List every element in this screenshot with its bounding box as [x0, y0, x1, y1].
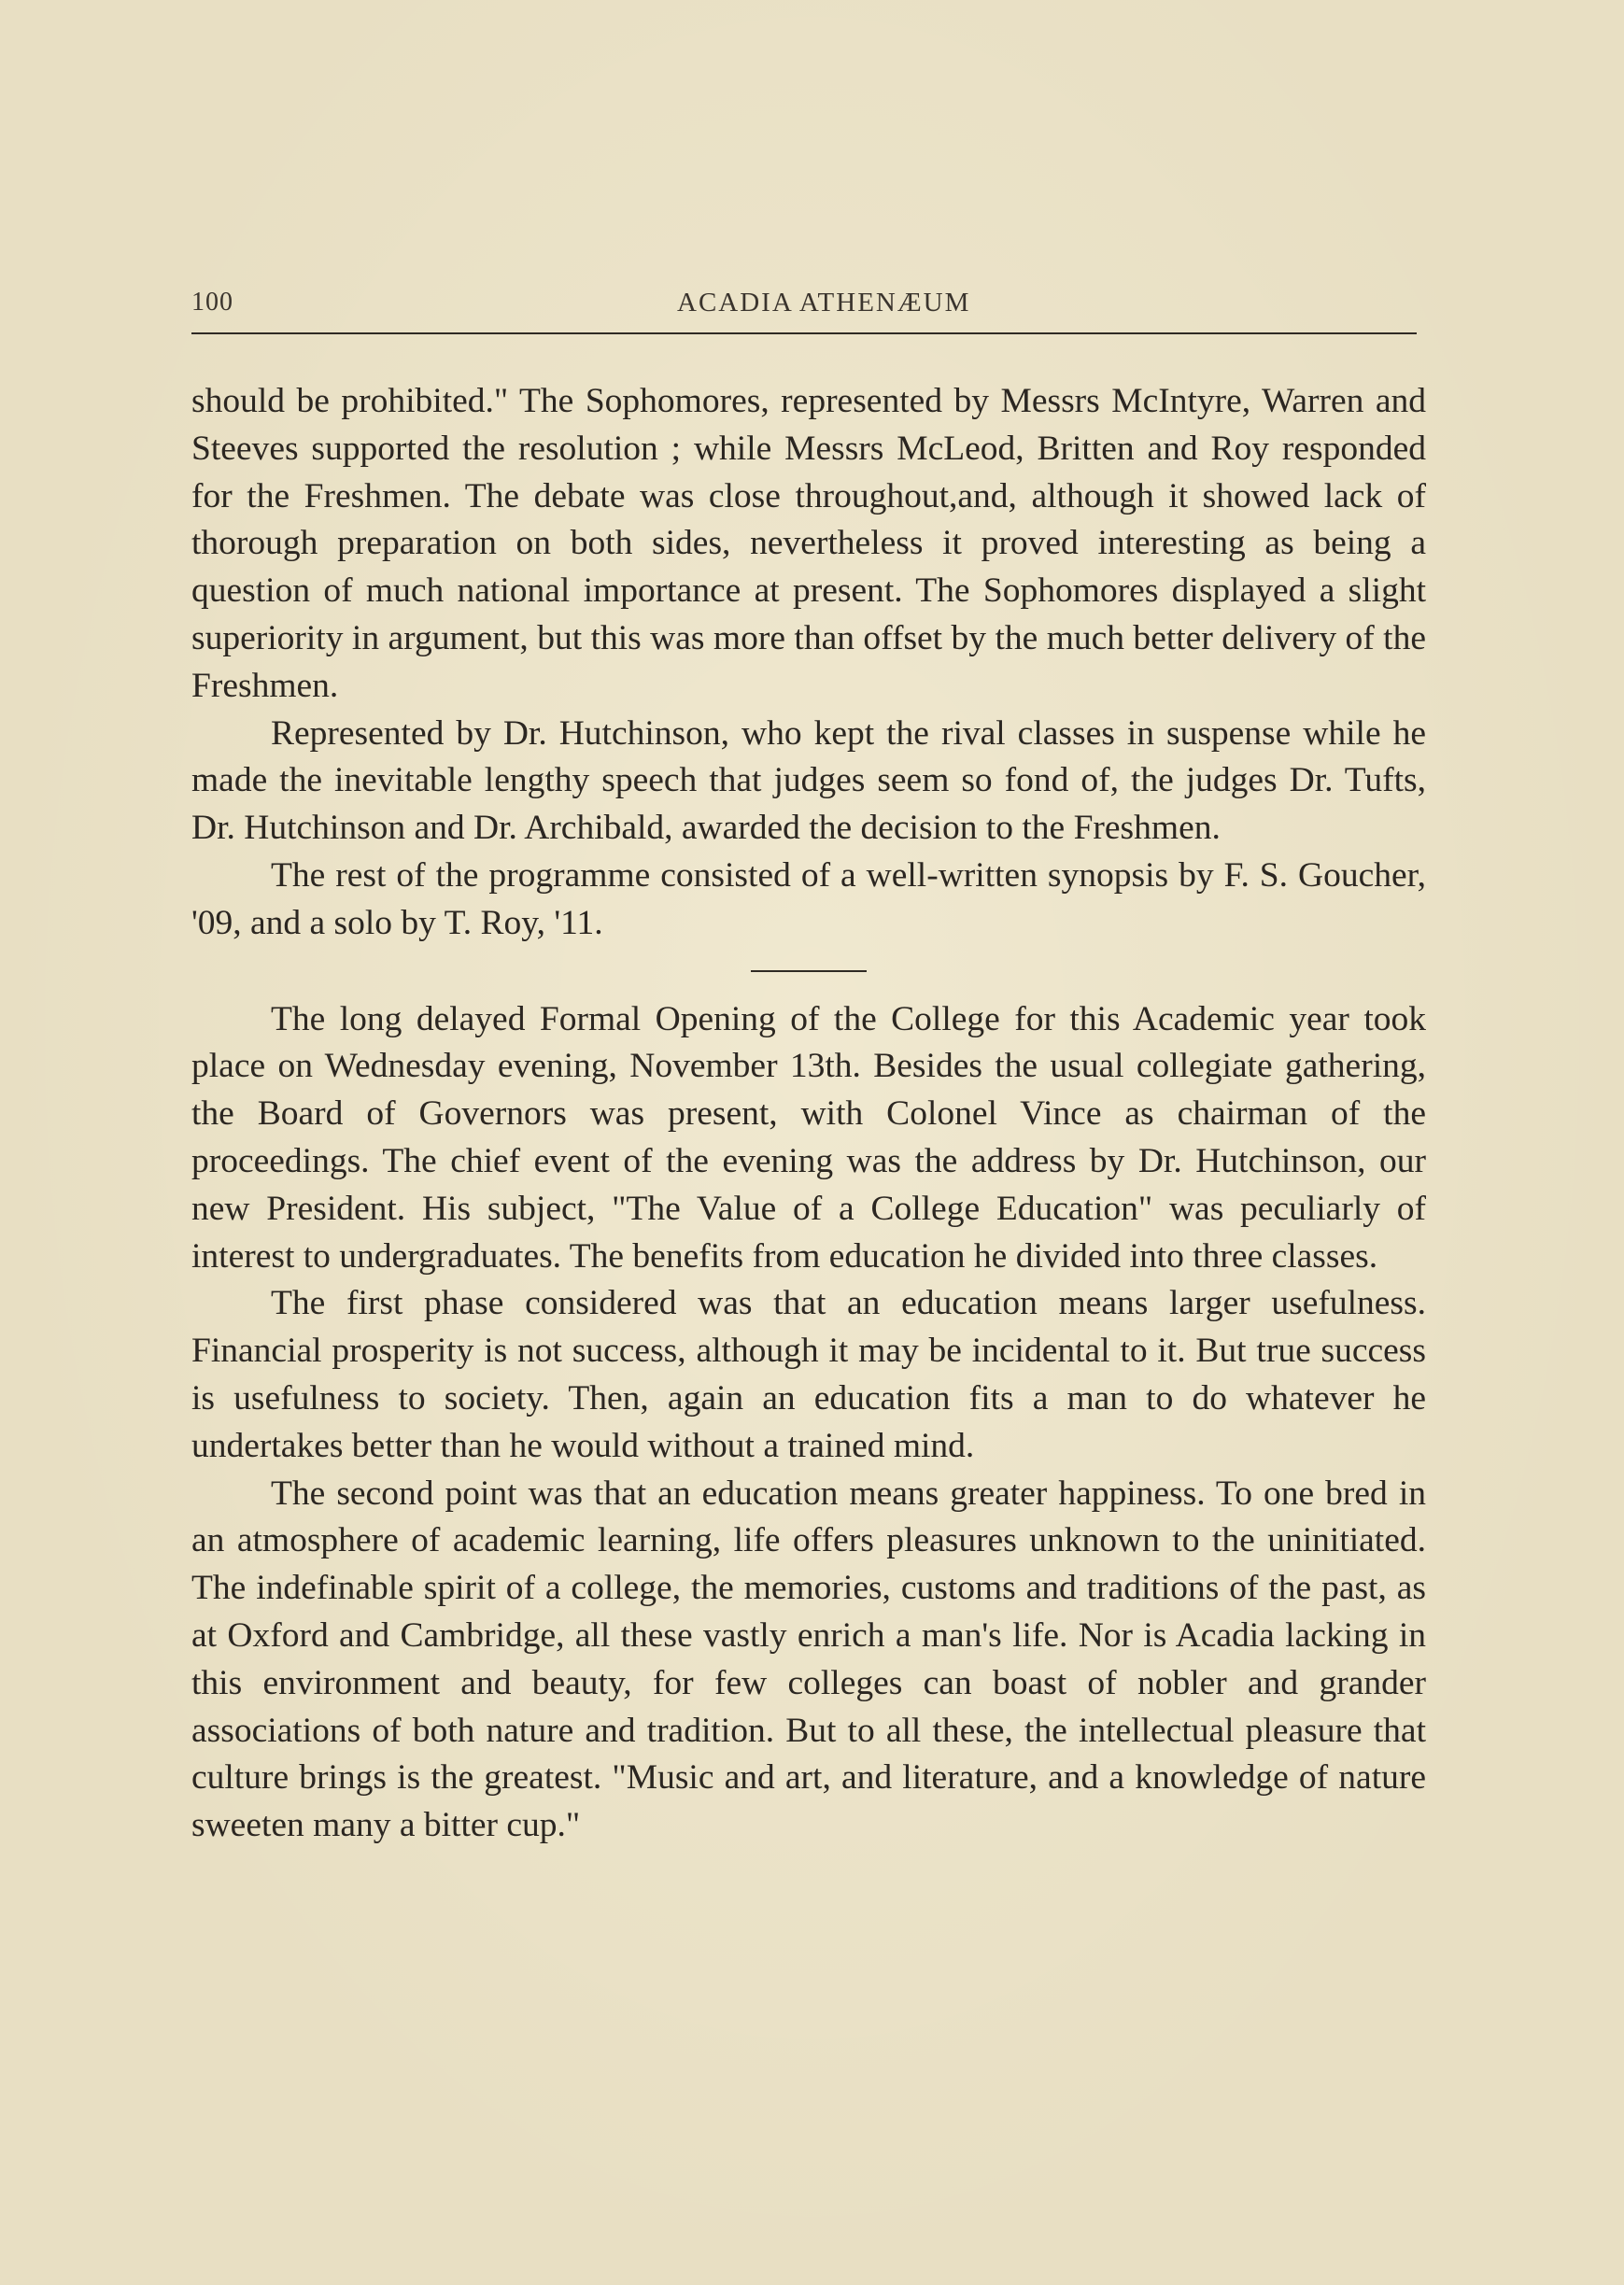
paragraph-programme: The rest of the programme consisted of a well-written synopsis by F. S. Goucher, '09, and a solo by T. Roy, '11. — [191, 855, 1426, 942]
paragraph-usefulness: The first phase considered was that an education means larger usefulness. Financial prosperity is not success, although it may be incidental to it. But true success is usefulness to society. Then, again an education fits a man to do whatever he undertakes better than he would without a trained mind. — [191, 1284, 1426, 1465]
paragraph-happiness: The second point was that an education means greater happiness. To one bred in an atmosphere of academic learning, life offers pleasures unknown to the uninitiated. The indefinable spirit of a college, the memories, customs and traditions of the past, as at Oxford and Cambridge, all these vastly enrich a man's life. Nor is Acadia lacking in this environment and beauty, for few colleges can boast of nobler and grander associations of both nature and tradition. But to all these, the intellectual pleasure that culture brings is the greatest. "Music and art, and literature, and a knowledge of nature sweeten many a bitter cup." — [191, 1474, 1426, 1845]
paragraph-debate-continued: should be prohibited." The Sophomores, represented by Messrs McIntyre, Warren and Steeves supported the resolution ; while Messrs McLeod, Britten and Roy responded for the Freshmen. The debate was close throughout,and, although it showed lack of thorough preparation on both sides, nevertheless it proved interesting as being a question of much national importance at present. The Sophomores displayed a slight superiority in argument, but this was more than offset by the much better delivery of the Freshmen. — [191, 382, 1426, 705]
running-head: ACADIA ATHENÆUM — [677, 288, 971, 317]
section-separator — [751, 970, 867, 972]
paragraph-formal-opening: The long delayed Formal Opening of the College for this Academic year took place on Wednesday evening, November 13th. Besides the usual collegiate gathering, the Board of Governors was present, with Colonel Vince as chairman of the proceedings. The chief event of the evening was the address by Dr. Hutchinson, our new President. His subject, "The Value of a College Education" was peculiarly of interest to undergraduates. The benefits from education he divided into three classes. — [191, 999, 1426, 1276]
page-number: 100 — [191, 288, 233, 317]
header-rule — [191, 332, 1417, 334]
article-body — [191, 378, 1426, 1850]
paragraph-judges-decision: Represented by Dr. Hutchinson, who kept the rival classes in suspense while he made the inevitable lengthy speech that judges seem so fond of, the judges Dr. Tufts, Dr. Hutchinson and Dr. Archibald, awarded the decision to the Freshmen. — [191, 713, 1426, 848]
page-header — [191, 282, 1417, 327]
